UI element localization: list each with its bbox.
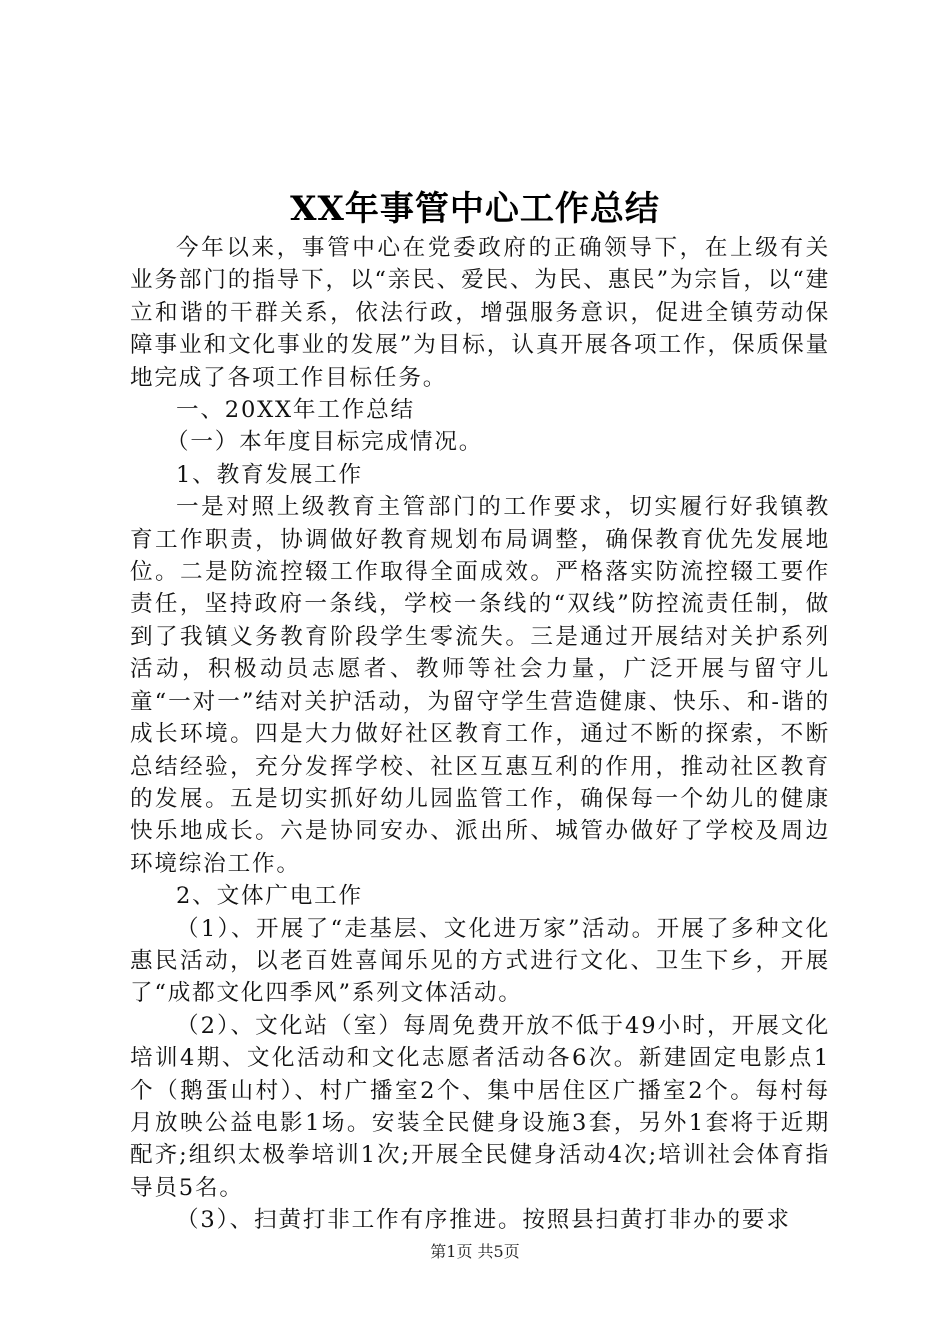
subsection-heading: （一）本年度目标完成情况。 xyxy=(166,429,484,456)
intro-paragraph: 今年以来，事管中心在党委政府的正确领导下，在上级有关业务部门的指导下，以“亲民、爱民、为民、惠民”为宗旨，以“建立和谐的干群关系，依法行政，增强服务意识，促进全镇劳动保障事业和文化事业的发展”为目标，认真开展各项工作，保质保量地完成了各项工作目标任务。 xyxy=(130,235,830,391)
culture-paragraph-1: （1）、开展了“走基层、文化进万家”活动。开展了多种文化惠民活动，以老百姓喜闻乐见的方式进行文化、卫生下乡，开展了“成都文化四季风”系列文体活动。 xyxy=(130,915,830,1007)
document-body xyxy=(130,232,830,1237)
document-title: XX年事管中心工作总结 xyxy=(290,189,660,229)
section-heading: 一、20XX年工作总结 xyxy=(176,397,415,424)
item-heading-education: 1、教育发展工作 xyxy=(176,461,363,488)
culture-paragraph-3: （3）、扫黄打非工作有序推进。按照县扫黄打非办的要求 xyxy=(176,1207,791,1234)
education-paragraph: 一是对照上级教育主管部门的工作要求，切实履行好我镇教育工作职责，协调做好教育规划布局调整，确保教育优先发展地位。二是防流控辍工作取得全面成效。严格落实防流控辍工要作责任，坚持政府一条线，学校一条线的“双线”防控流责任制，做到了我镇义务教育阶段学生零流失。三是通过开展结对关护系列活动，积极动员志愿者、教师等社会力量，广泛开展与留守儿童“一对一”结对关护活动，为留守学生营造健康、快乐、和-谐的成长环境。四是大力做好社区教育工作，通过不断的探索，不断总结经验，充分发挥学校、社区互惠互利的作用，推动社区教育的发展。五是切实抓好幼儿园监管工作，确保每一个幼儿的健康快乐地成长。六是协同安办、派出所、城管办做好了学校及周边环境综治工作。 xyxy=(130,494,830,877)
page-footer: 第1页 共5页 xyxy=(430,1242,520,1261)
culture-paragraph-2: （2）、文化站（室）每周免费开放不低于49小时，开展文化培训4期、文化活动和文化志愿者活动各6次。新建固定电影点1个（鹅蛋山村）、村广播室2个、集中居住区广播室2个。每村每月放映公益电影1场。安装全民健身设施3套，另外1套将于近期配齐;组织太极拳培训1次;开展全民健身活动4次;培训社会体育指导员5名。 xyxy=(130,1012,830,1201)
item-heading-culture: 2、文体广电工作 xyxy=(176,883,363,910)
